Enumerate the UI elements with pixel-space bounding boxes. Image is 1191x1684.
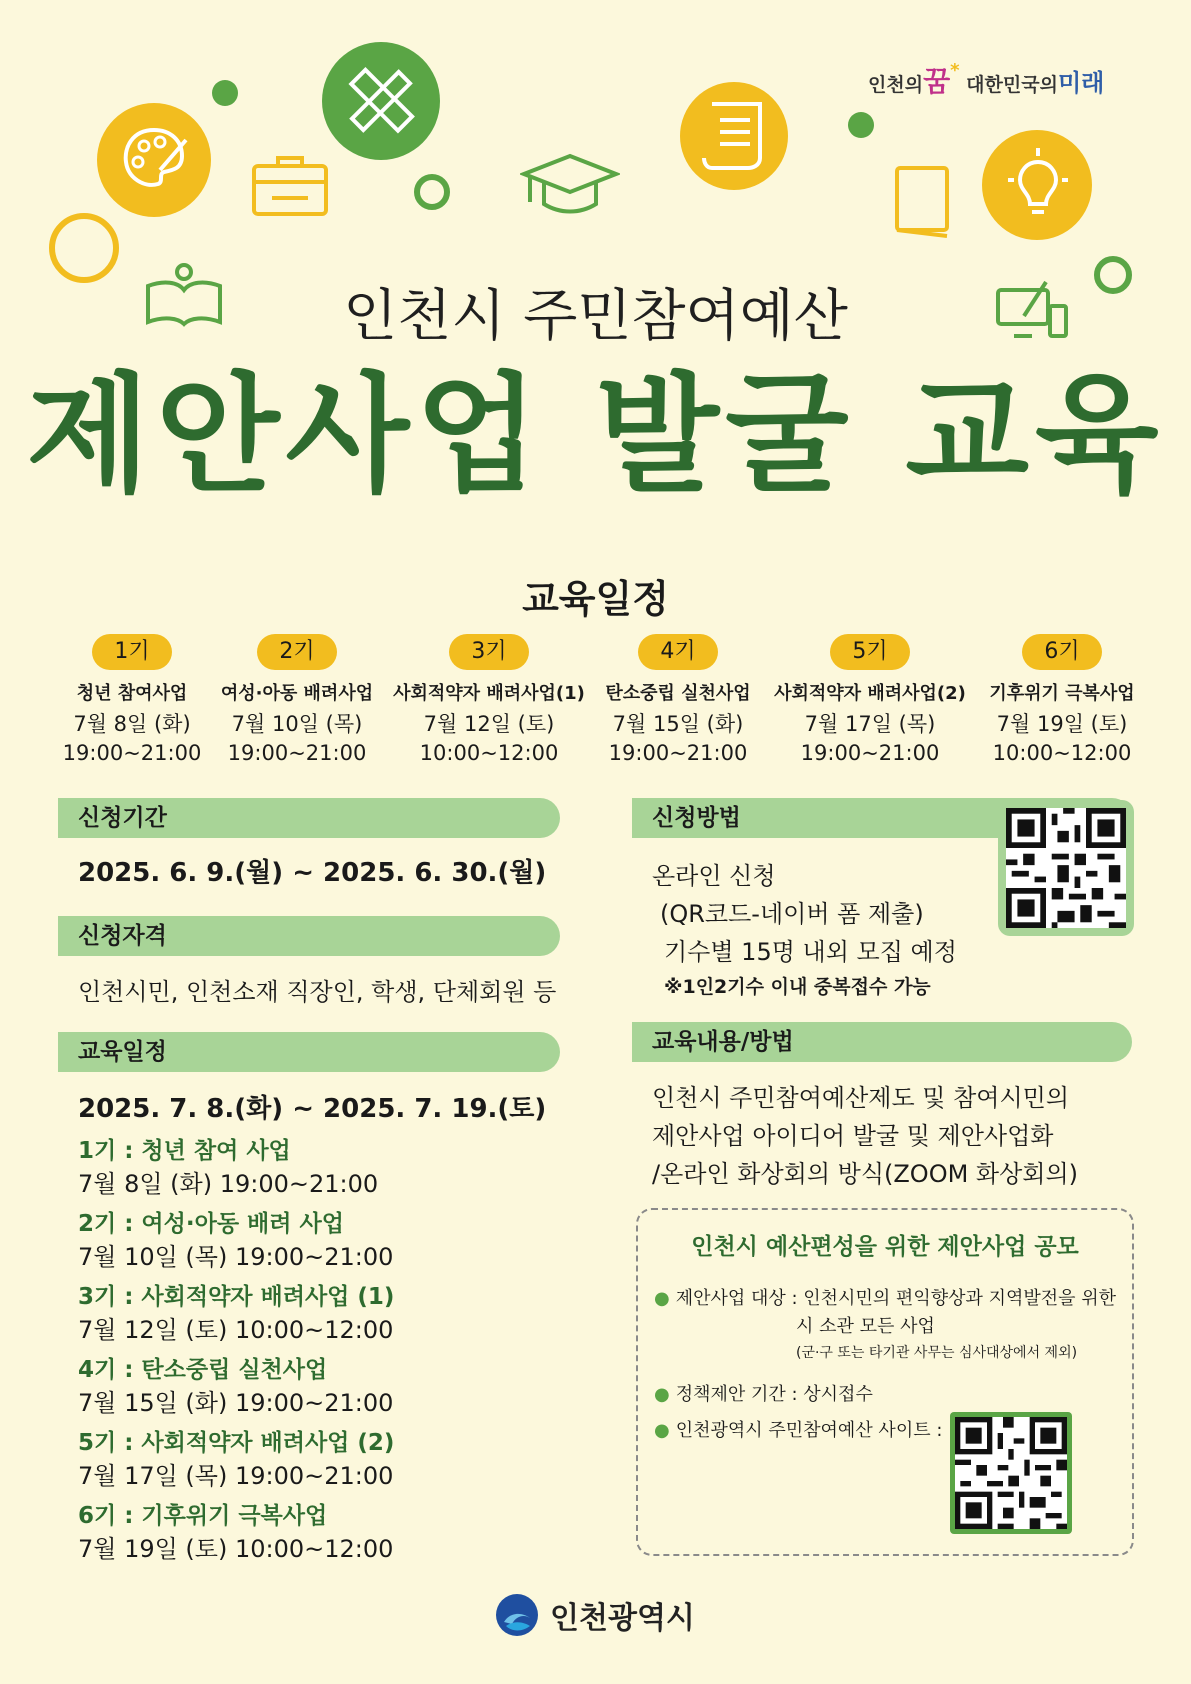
edu-item-title: 6기 : 기후위기 극복사업 (78, 1503, 328, 1529)
cohort-time: 19:00~21:00 (62, 741, 202, 765)
method-line3: 기수별 15명 내외 모집 예정 (664, 938, 957, 966)
cohort-4 (578, 634, 778, 768)
site-qr-code-icon[interactable] (955, 1417, 1067, 1529)
edu-schedule-label: 교육일정 (58, 1032, 560, 1072)
contest-target-text: 제안사업 대상 : 인천시민의 편익향상과 지역발전을 위한 (675, 1288, 1117, 1309)
lightbulb-icon (1002, 146, 1074, 226)
content-label: 교육내용/방법 (632, 1022, 1132, 1062)
cohort-name: 사회적약자 배려사업(1) (393, 683, 585, 704)
cohort-time: 10:00~12:00 (992, 741, 1132, 765)
deco-circle (848, 112, 874, 138)
content-line2: 제안사업 아이디어 발굴 및 제안사업화 (652, 1122, 1054, 1150)
method-note: ※1인2기수 이내 중복접수 가능 (664, 976, 931, 998)
edu-item-when: 7월 10일 (목) 19:00~21:00 (78, 1243, 394, 1271)
bullet-dot-icon: ● (654, 1288, 670, 1309)
cohort-date: 7월 10일 (목) (231, 712, 363, 736)
cohort-name: 탄소중립 실천사업 (605, 683, 751, 704)
cohort-pill: 2기 (257, 634, 337, 670)
cohort-name: 기후위기 극복사업 (989, 683, 1135, 704)
cohort-3 (389, 634, 589, 768)
edu-item-title: 5기 : 사회적약자 배려사업 (2) (78, 1430, 395, 1456)
contest-target (654, 1284, 1116, 1310)
cohort-date: 7월 19일 (토) (996, 712, 1128, 736)
edu-item-when: 7월 17일 (목) 19:00~21:00 (78, 1462, 394, 1490)
edu-item-title: 1기 : 청년 참여 사업 (78, 1138, 291, 1164)
qr-code-icon[interactable] (1006, 808, 1126, 928)
cohort-time: 10:00~12:00 (419, 741, 559, 765)
cohort-date: 7월 15일 (화) (612, 712, 744, 736)
cohort-time: 19:00~21:00 (608, 741, 748, 765)
contest-site (654, 1416, 942, 1442)
method-line1: 온라인 신청 (652, 862, 776, 890)
page-title: 제안사업 발굴 교육 (26, 361, 1165, 510)
cohort-pill: 3기 (449, 634, 529, 670)
schedule-heading: 교육일정 (522, 577, 669, 621)
scroll-icon (698, 98, 772, 174)
graduation-cap-icon (520, 150, 620, 220)
palette-icon (114, 120, 194, 200)
page-subtitle: 인천시 주민참여예산 (343, 284, 848, 349)
edu-item-when: 7월 15일 (화) 19:00~21:00 (78, 1389, 394, 1417)
cohort-2 (197, 634, 397, 768)
contest-site-text: 인천광역시 주민참여예산 사이트 : (675, 1420, 943, 1441)
contest-period (654, 1380, 873, 1406)
city-slogan: 인천의꿈* 대한민국의미래 (868, 60, 1105, 98)
book-icon (893, 164, 951, 240)
contest-target-line2: 시 소관 모든 사업 (796, 1316, 935, 1337)
cohort-name: 여성·아동 배려사업 (220, 683, 374, 704)
incheon-emblem-icon (494, 1592, 540, 1638)
edu-item-when: 7월 12일 (토) 10:00~12:00 (78, 1316, 394, 1344)
contest-title: 인천시 예산편성을 위한 제안사업 공모 (691, 1234, 1079, 1260)
edu-item-when: 7월 19일 (토) 10:00~12:00 (78, 1535, 394, 1563)
cohort-date: 7월 12일 (토) (423, 712, 555, 736)
method-line2: (QR코드-네이버 폼 제출) (660, 900, 924, 928)
edu-item-title: 4기 : 탄소중립 실천사업 (78, 1357, 328, 1383)
cohort-pill: 5기 (830, 634, 910, 670)
footer-logo-text: 인천광역시 (550, 1601, 695, 1636)
cohort-time: 19:00~21:00 (227, 741, 367, 765)
cohort-date: 7월 8일 (화) (73, 712, 191, 736)
deco-circle (212, 80, 238, 106)
edu-item-when: 7월 8일 (화) 19:00~21:00 (78, 1170, 379, 1198)
cohort-6 (962, 634, 1162, 768)
cohort-time: 19:00~21:00 (800, 741, 940, 765)
period-label: 신청기간 (58, 798, 560, 838)
edu-schedule-range: 2025. 7. 8.(화) ~ 2025. 7. 19.(토) (78, 1094, 547, 1124)
edu-item-title: 3기 : 사회적약자 배려사업 (1) (78, 1284, 395, 1310)
cohort-pill: 4기 (638, 634, 718, 670)
period-value: 2025. 6. 9.(월) ~ 2025. 6. 30.(월) (78, 858, 547, 888)
bullet-dot-icon: ● (654, 1384, 670, 1405)
content-line1: 인천시 주민참여예산제도 및 참여시민의 (652, 1084, 1070, 1112)
method-label: 신청방법 (632, 798, 1132, 838)
contest-target-note: (군·구 또는 타기관 사무는 심사대상에서 제외) (796, 1345, 1078, 1361)
footer-logo (494, 1590, 695, 1640)
cohort-5 (770, 634, 970, 768)
content-line3: /온라인 화상회의 방식(ZOOM 화상회의) (652, 1160, 1079, 1188)
ruler-pencil-icon (340, 60, 422, 142)
deco-ring (414, 174, 450, 210)
cohort-date: 7월 17일 (목) (804, 712, 936, 736)
briefcase-icon (250, 150, 330, 220)
cohort-name: 청년 참여사업 (76, 683, 188, 704)
qualification-value: 인천시민, 인천소재 직장인, 학생, 단체회원 등 (78, 978, 557, 1006)
bullet-dot-icon: ● (654, 1420, 670, 1441)
edu-item-title: 2기 : 여성·아동 배려 사업 (78, 1211, 344, 1237)
cohort-pill: 1기 (92, 634, 172, 670)
contest-period-text: 정책제안 기간 : 상시접수 (675, 1384, 873, 1405)
qualification-label: 신청자격 (58, 916, 560, 956)
cohort-pill: 6기 (1022, 634, 1102, 670)
cohort-name: 사회적약자 배려사업(2) (774, 683, 966, 704)
